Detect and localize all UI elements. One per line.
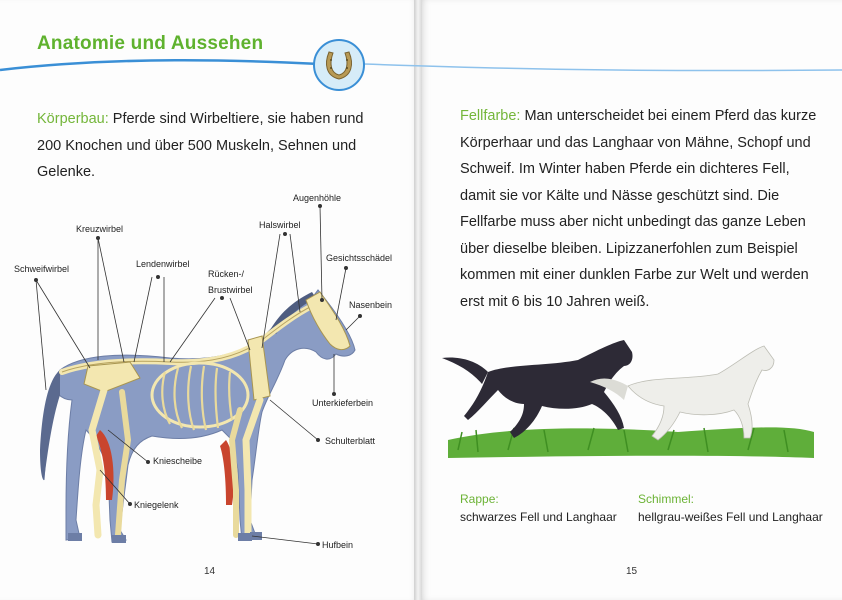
label-lendenwirbel: Lendenwirbel: [136, 259, 190, 269]
label-schulterblatt: Schulterblatt: [325, 436, 376, 446]
fellfarbe-keyword: Fellfarbe:: [460, 108, 521, 124]
grass: [448, 427, 814, 458]
white-horse: [628, 346, 774, 440]
label-kniegelenk: Kniegelenk: [134, 500, 179, 510]
caption-rappe-text: schwarzes Fell und Langhaar: [460, 510, 617, 524]
page-number-right: 15: [626, 566, 638, 577]
black-horse-tail: [442, 358, 488, 384]
caption-schimmel-text: hellgrau-weißes Fell und Langhaar: [638, 510, 823, 524]
label-hufbein: Hufbein: [322, 540, 354, 550]
label-schweifwirbel: Schweifwirbel: [14, 264, 70, 274]
koerperbau-text: Pferde sind Wirbeltiere, sie haben rund 200 Knochen und über 500 Muskeln, Sehnen und Gelenke.: [37, 111, 364, 180]
koerperbau-keyword: Körperbau:: [37, 111, 109, 127]
fellfarbe-text: Man unterscheidet bei einem Pferd das kurze Körperhaar und das Langhaar von Mähne, Schopf und Schweif. Im Winter haben Pferde ein dichteres Fell, damit sie vor Kälte und Nässe geschützt sind. Die Fellfarbe muss aber nicht unbedingt das ganze Leben über dieselbe bleiben. Lipizzanerfohlen zum Beispiel kommen mit einer dunklen Farbe zur Welt und werden erst mit 6 bis 10 Jahren weiß.: [460, 108, 817, 310]
horse-body-silhouette: [43, 290, 355, 542]
horses-illustration: [418, 320, 842, 480]
label-ruecken: Rücken-/: [208, 269, 245, 279]
caption-schimmel-title: Schimmel:: [638, 492, 695, 506]
label-kniescheibe: Kniescheibe: [153, 456, 203, 466]
label-unterkieferbein: Unterkieferbein: [312, 398, 374, 408]
label-brustwirbel: Brustwirbel: [208, 285, 253, 295]
fellfarbe-paragraph: [460, 103, 825, 315]
header-decor-line: [0, 0, 842, 100]
horseshoe-icon: [312, 38, 366, 92]
page-heading: Anatomie und Aussehen: [37, 33, 264, 54]
caption-rappe-title: Rappe:: [460, 492, 499, 506]
label-augenhoehle: Augenhöhle: [293, 193, 342, 203]
label-gesichtsschaedel: Gesichtsschädel: [326, 253, 393, 263]
horse-tail: [40, 370, 60, 480]
black-horse: [464, 340, 633, 438]
label-halswirbel: Halswirbel: [259, 220, 301, 230]
page-number-left: 14: [204, 566, 216, 577]
label-nasenbein: Nasenbein: [349, 300, 393, 310]
label-kreuzwirbel: Kreuzwirbel: [76, 224, 124, 234]
